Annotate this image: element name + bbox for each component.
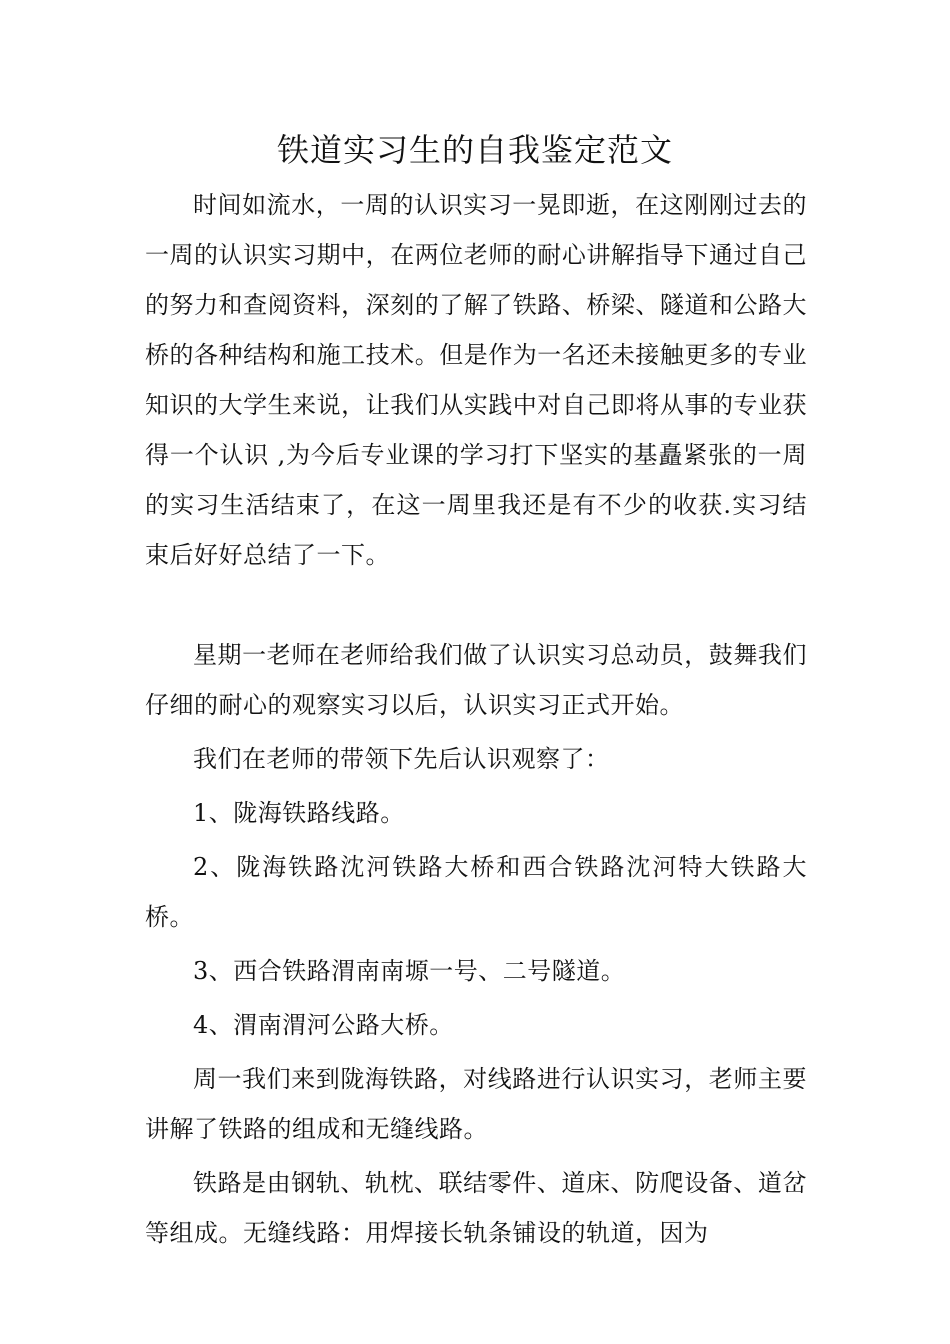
list-item-2: 2、陇海铁路沈河铁路大桥和西合铁路沈河特大铁路大桥。 <box>145 853 807 931</box>
list-item-1: 1、陇海铁路线路。 <box>193 799 405 827</box>
document-title: 铁道实习生的自我鉴定范文 <box>276 131 673 169</box>
paragraph-monday-mobilization: 星期一老师在老师给我们做了认识实习总动员，鼓舞我们仔细的耐心的观察实习以后，认识实习正式开始。 <box>145 641 807 719</box>
document-body <box>145 180 807 1258</box>
paragraph-observed-list-intro: 我们在老师的带领下先后认识观察了： <box>193 745 610 773</box>
paragraph-intro: 时间如流水，一周的认识实习一晃即逝，在这刚刚过去的一周的认识实习期中，在两位老师的耐心讲解指导下通过自己的努力和查阅资料，深刻的了解了铁路、桥梁、隧道和公路大桥的各种结构和施工技术。但是作为一名还未接触更多的专业知识的大学生来说，让我们从实践中对自己即将从事的专业获得一个认识 ,为今后专业课的学习打下坚实的基矗紧张的一周的实习生活结束了，在这一周里我还是有不少的收获.实习结束后好好总结了一下。 <box>145 191 807 569</box>
list-item-3: 3、西合铁路渭南南塬一号、二号隧道。 <box>193 957 626 985</box>
paragraph-railway-components: 铁路是由钢轨、轨枕、联结零件、道床、防爬设备、道岔等组成。无缝线路：用焊接长轨条铺设的轨道，因为 <box>145 1169 807 1247</box>
list-item-4: 4、渭南渭河公路大桥。 <box>193 1011 454 1039</box>
paragraph-monday-railway: 周一我们来到陇海铁路，对线路进行认识实习，老师主要讲解了铁路的组成和无缝线路。 <box>145 1065 807 1143</box>
